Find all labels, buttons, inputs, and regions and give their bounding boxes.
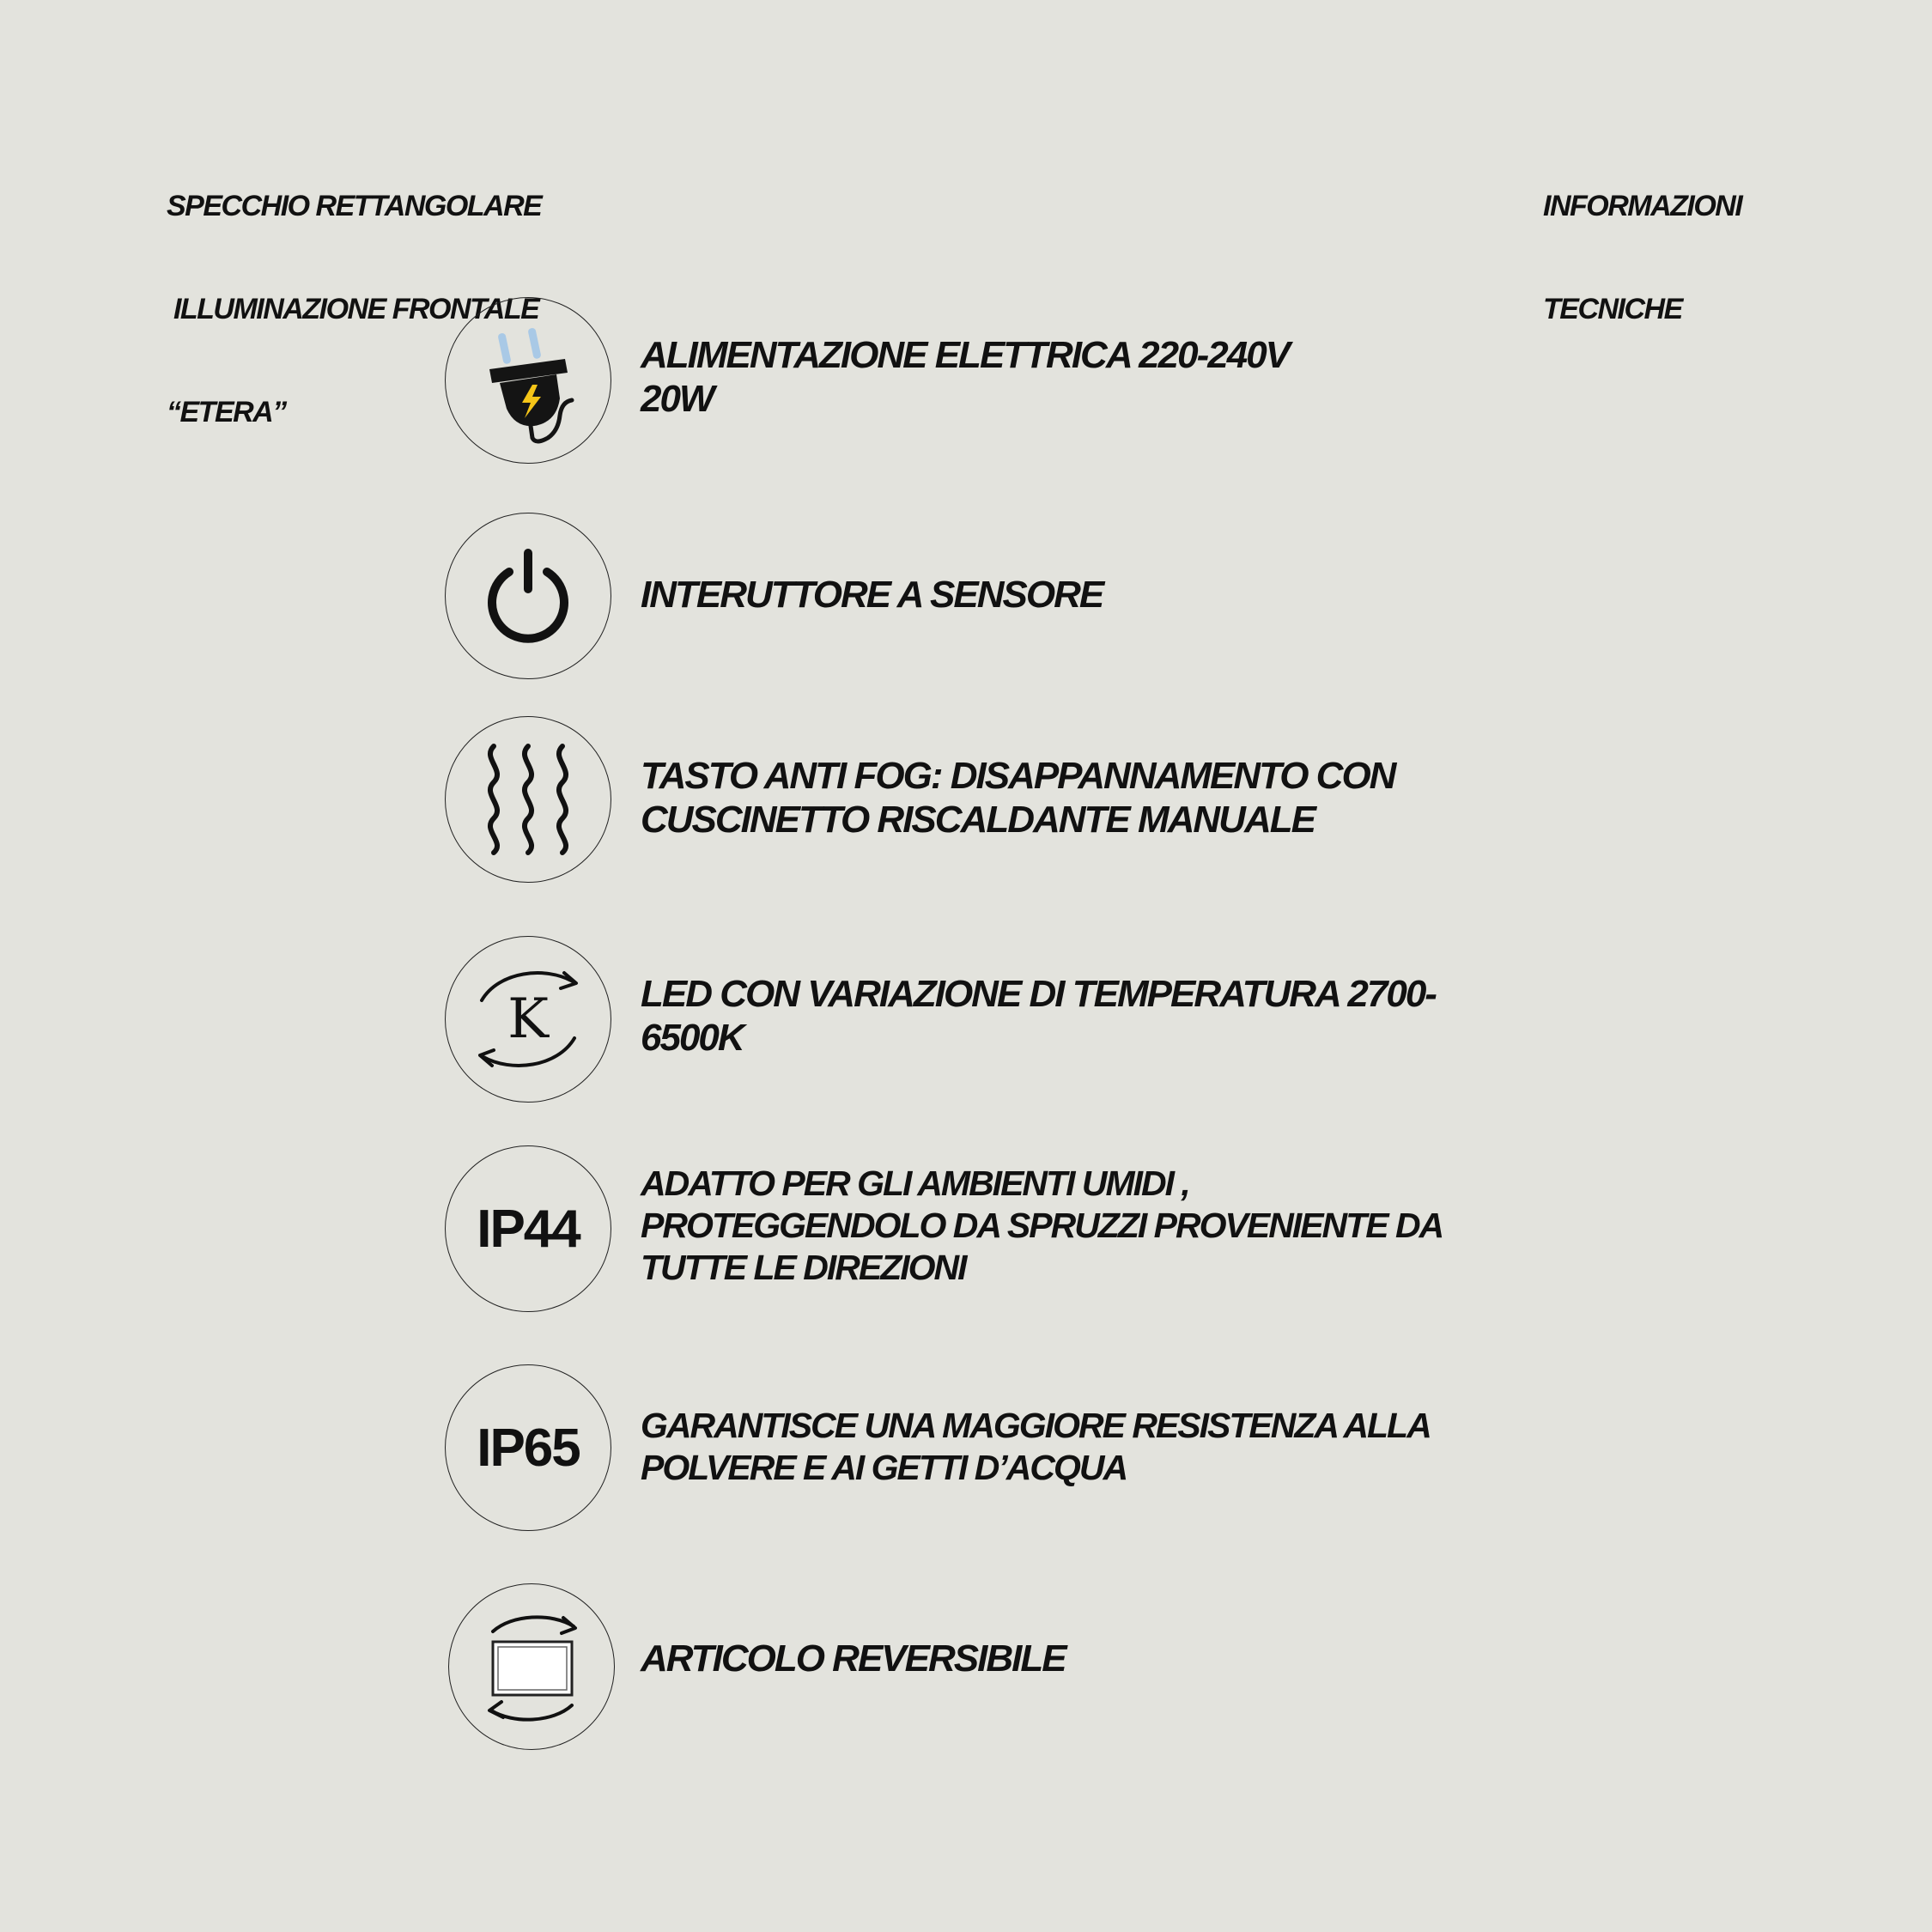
kelvin-cycle-badge (445, 936, 611, 1103)
ip44-badge (445, 1145, 611, 1312)
power-button-badge (445, 513, 611, 679)
feature-led-temperature (445, 936, 1561, 1108)
feature-power-supply-line-1: ALIMENTAZIONE ELETTRICA 220-240V (641, 334, 1290, 376)
ip44-badge-text: IP44 (477, 1199, 580, 1259)
heat-waves-icon (477, 739, 580, 860)
power-plug-icon (464, 316, 592, 445)
ip65-badge (445, 1364, 611, 1531)
feature-touch-switch-line-1: INTERUTTORE A SENSORE (641, 574, 1103, 616)
feature-anti-fog-text (641, 754, 1516, 841)
heat-waves-badge (445, 716, 611, 883)
feature-ip65 (445, 1364, 1561, 1536)
product-title-line-3: “ETERA” (167, 396, 286, 428)
ip65-badge-text: IP65 (477, 1418, 580, 1478)
svg-text:K: K (507, 987, 549, 1051)
feature-touch-switch-text (641, 573, 1516, 617)
power-button-icon (477, 544, 580, 647)
feature-reversible-line-1: ARTICOLO REVERSIBILE (641, 1637, 1066, 1680)
reversible-mirror-icon (467, 1602, 596, 1731)
feature-power-supply (445, 297, 1561, 469)
feature-anti-fog-line-2: CUSCINETTO RISCALDANTE MANUALE (641, 799, 1315, 841)
feature-power-supply-line-2: 20W (641, 378, 714, 420)
product-title-line-2: ILLUMINAZIONE FRONTALE (167, 293, 539, 325)
feature-ip65-text (641, 1405, 1516, 1489)
feature-ip44-line-2: PROTEGGENDOLO DA SPRUZZI PROVENIENTE DA (641, 1206, 1443, 1245)
product-title-line-1: SPECCHIO RETTANGOLARE (167, 190, 542, 222)
feature-anti-fog-line-1: TASTO ANTI FOG: DISAPPANNAMENTO CON (641, 755, 1395, 797)
section-title-line-2: TECNICHE (1543, 293, 1682, 325)
kelvin-cycle-icon (459, 959, 597, 1079)
reversible-mirror-badge (448, 1583, 615, 1750)
feature-ip44 (445, 1145, 1561, 1317)
feature-ip44-line-3: TUTTE LE DIREZIONI (641, 1248, 966, 1287)
feature-ip65-line-2: POLVERE E AI GETTI D’ACQUA (641, 1448, 1127, 1487)
feature-ip44-line-1: ADATTO PER GLI AMBIENTI UMIDI , (641, 1163, 1189, 1203)
feature-anti-fog (445, 716, 1561, 888)
feature-touch-switch (445, 513, 1561, 684)
feature-reversible (445, 1583, 1561, 1755)
feature-power-supply-text (641, 333, 1516, 421)
feature-led-temperature-text (641, 972, 1516, 1060)
section-title (1543, 120, 1741, 361)
feature-ip65-line-1: GARANTISCE UNA MAGGIORE RESISTENZA ALLA (641, 1406, 1431, 1445)
feature-led-temperature-line-1: LED CON VARIAZIONE DI TEMPERATURA 2700- (641, 973, 1436, 1015)
power-plug-badge (445, 297, 611, 464)
feature-ip44-text (641, 1163, 1516, 1289)
feature-led-temperature-line-2: 6500K (641, 1017, 744, 1059)
feature-reversible-text (641, 1637, 1516, 1680)
section-title-line-1: INFORMAZIONI (1543, 190, 1742, 222)
